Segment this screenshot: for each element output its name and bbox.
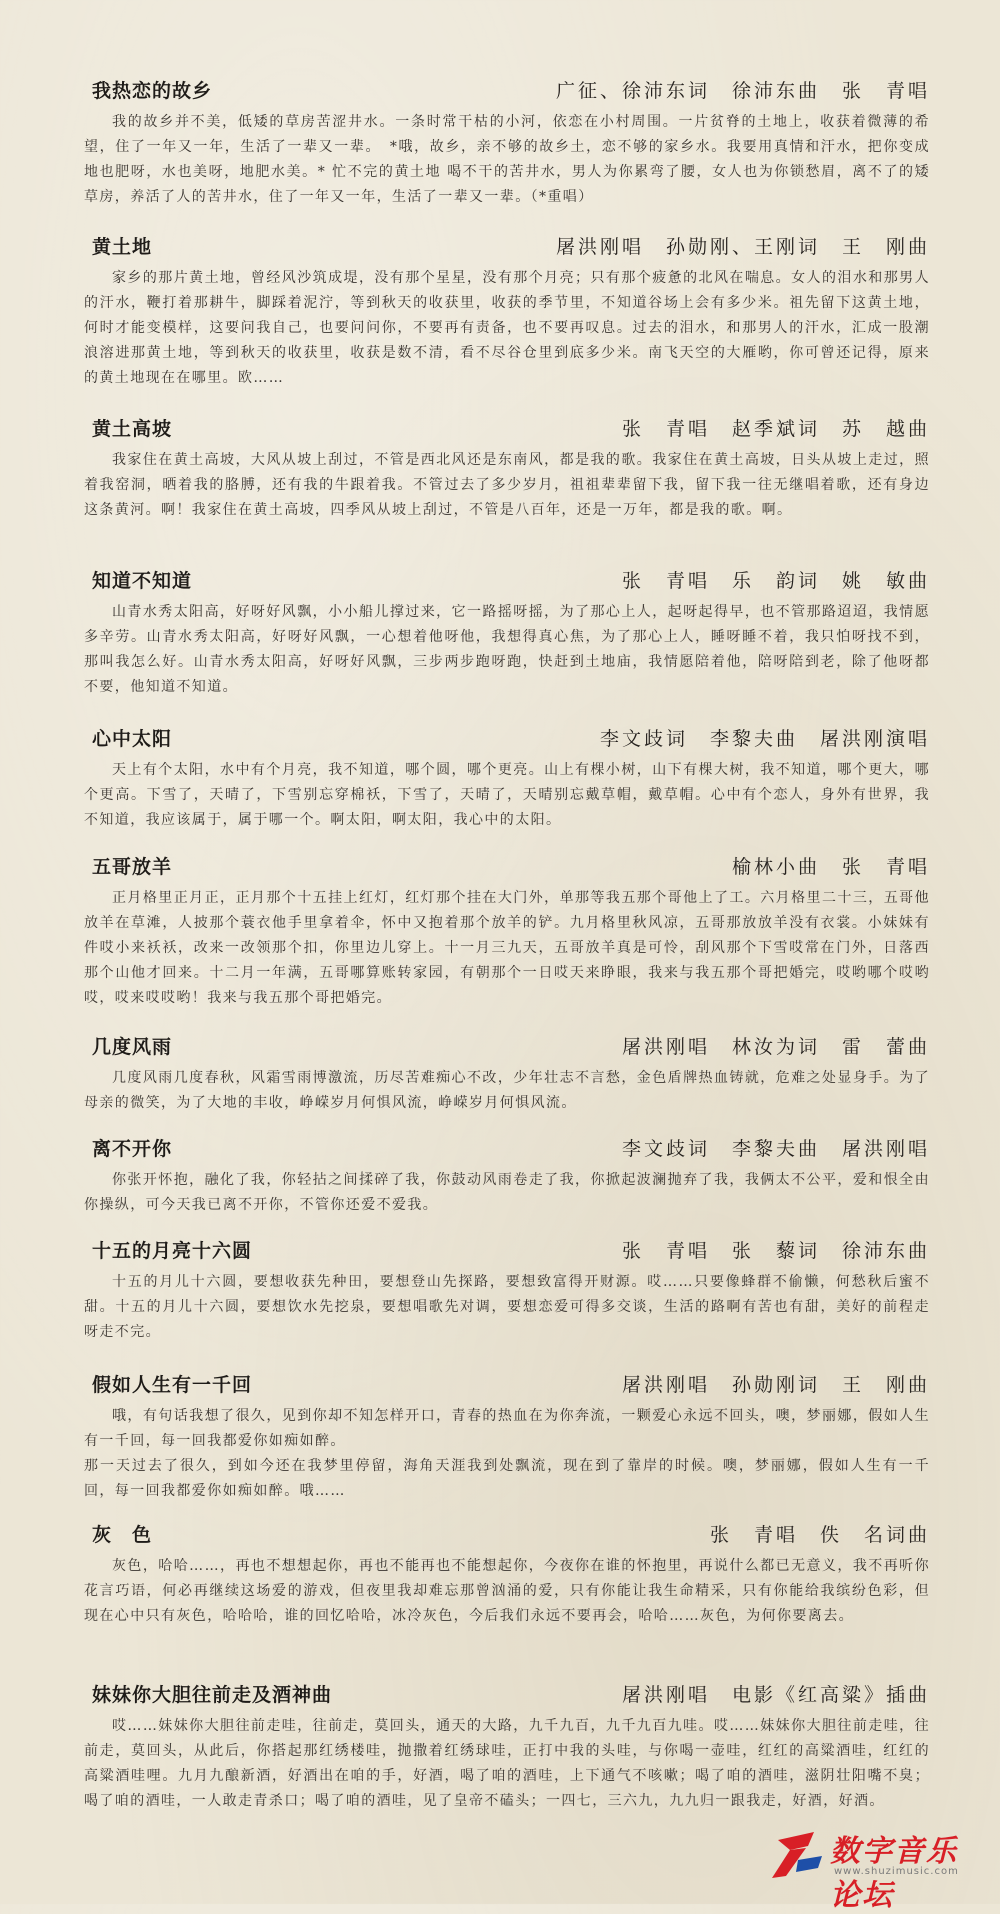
music-note-icon (768, 1826, 826, 1884)
song-block (84, 76, 930, 210)
site-logo (768, 1822, 988, 1913)
song-lyrics: 山青水秀太阳高，好呀好风飘，小小船儿撑过来，它一路摇呀摇，为了那心上人，起呀起得早，也不管那路迢迢，我情愿多辛劳。山青水秀太阳高，好呀好风飘，一心想着他呀他，我想得真心焦，为了那心上人，睡呀睡不着，我只怕呀找不到，那叫我怎么好。山青水秀太阳高，好呀好风飘，三步两步跑呀跑，快赶到土地庙，我情愿陪着他，陪呀陪到老，除了他呀都不要，他知道不知道。 (84, 604, 930, 695)
song-title: 知道不知道 (92, 570, 193, 592)
song-title: 妹妹你大胆往前走及酒神曲 (92, 1684, 333, 1706)
song-lyrics: 天上有个太阳，水中有个月亮，我不知道，哪个圆，哪个更亮。山上有棵小树，山下有棵大树，我不知道，哪个更大，哪个更高。下雪了，天晴了，下雪别忘穿棉袄，下雪了，天晴了，天晴别忘戴草帽，戴草帽。心中有个恋人，身外有世界，我不知道，我应该属于，属于哪一个。啊太阳，啊太阳，我心中的太阳。 (84, 762, 930, 828)
song-block (84, 414, 930, 523)
song-credit: 屠洪刚唱 电影《红高粱》插曲 (621, 1684, 930, 1706)
song-block (84, 1134, 930, 1218)
song-lyrics: 几度风雨几度春秋，风霜雪雨博激流，历尽苦难痴心不改，少年壮志不言愁，金色盾牌热血铸就，危难之处显身手。为了母亲的微笑，为了大地的丰收，峥嵘岁月何惧风流，峥嵘岁月何惧风流。 (84, 1070, 930, 1111)
logo-text: 数字音乐论坛 (830, 1834, 958, 1913)
song-credit: 屠洪刚唱 孙勋刚、王刚词 王 刚曲 (555, 236, 930, 258)
song-title: 十五的月亮十六圆 (92, 1240, 253, 1262)
song-lyrics: 哦，有句话我想了很久，见到你却不知怎样开口，青春的热血在为你奔流，一颗爱心永远不回头，噢，梦丽娜，假如人生有一千回，每一回我都爱你如痴如醉。 那一天过去了很久，到如今还在我梦里停留，海角天涯我到处飘流，现在到了靠岸的时候。噢，梦丽娜，假如人生有一千回，每一回我都爱你如痴如醉。哦…… (84, 1408, 930, 1499)
song-block (84, 1032, 930, 1116)
song-title: 心中太阳 (92, 728, 173, 750)
song-lyrics: 我的故乡并不美，低矮的草房苦涩井水。一条时常干枯的小河，依恋在小村周围。一片贫脊的土地上，收获着微薄的希望，住了一年又一年，生活了一辈又一辈。 *哦，故乡，亲不够的故乡土，恋不够的家乡水。我要用真情和汗水，把你变成地也肥呀，水也美呀，地肥水美。* 忙不完的黄土地 喝不干的苦井水，男人为你累弯了腰，女人也为你锁愁眉，离不了的矮草房，养活了人的苦井水，住了一年又一年，生活了一辈又一辈。（*重唱） (84, 114, 930, 205)
song-credit: 张 青唱 乐 韵词 姚 敏曲 (621, 570, 930, 592)
song-title: 离不开你 (92, 1138, 173, 1160)
song-lyrics: 哎……妹妹你大胆往前走哇，往前走，莫回头，通天的大路，九千九百，九千九百九哇。哎……妹妹你大胆往前走哇，往前走，莫回头，从此后，你搭起那红绣楼哇，抛撒着红绣球哇，正打中我的头哇，与你喝一壶哇，红红的高粱酒哇，红红的高粱酒哇哩。九月九酿新酒，好酒出在咱的手，好酒，喝了咱的酒哇，上下通气不咳嗽；喝了咱的酒哇，滋阴壮阳嘴不臭；喝了咱的酒哇，一人敢走青杀口；喝了咱的酒哇，见了皇帝不磕头；一四七，三六九，九九归一跟我走，好酒，好酒。 (84, 1718, 930, 1809)
song-block (84, 1236, 930, 1345)
song-title: 黄土高坡 (92, 418, 173, 440)
song-credit: 屠洪刚唱 孙勋刚词 王 刚曲 (621, 1374, 930, 1396)
song-title: 灰 色 (92, 1524, 153, 1546)
song-title: 我热恋的故乡 (92, 80, 213, 102)
song-title: 几度风雨 (92, 1036, 173, 1058)
song-credit: 屠洪刚唱 林汝为词 雷 蕾曲 (621, 1036, 930, 1058)
song-credit: 榆林小曲 张 青唱 (731, 856, 930, 878)
song-lyrics: 正月格里正月正，正月那个十五挂上红灯，红灯那个挂在大门外，单那等我五那个哥他上了工。六月格里二十三，五哥他放羊在草滩，人披那个蓑衣他手里拿着伞，怀中又抱着那个放羊的铲。九月格里秋风凉，五哥那放放羊没有衣裳。小妹妹有件哎小来袄袄，改来一改领那个扣，你里边儿穿上。十一月三九天，五哥放羊真是可怜，刮风那个下雪哎常在门外，日落西那个山他才回来。十二月一年满，五哥哪算账转家园，有朝那个一日哎天来睁眼，我来与我五那个哥把婚完，哎哟哪个哎哟哎，哎来哎哎哟！我来与我五那个哥把婚完。 (84, 890, 930, 1006)
song-lyrics: 我家住在黄土高坡，大风从坡上刮过，不管是西北风还是东南风，都是我的歌。我家住在黄土高坡，日头从坡上走过，照着我窑洞，晒着我的胳膊，还有我的牛跟着我。不管过去了多少岁月，祖祖辈辈留下我，留下我一往无继唱着歌，还有身边这条黄河。啊！我家住在黄土高坡，四季风从坡上刮过，不管是八百年，还是一万年，都是我的歌。啊。 (84, 452, 930, 518)
song-credit: 李文歧词 李黎夫曲 屠洪刚演唱 (599, 728, 930, 750)
song-credit: 张 青唱 赵季斌词 苏 越曲 (621, 418, 930, 440)
song-credit: 李文歧词 李黎夫曲 屠洪刚唱 (621, 1138, 930, 1160)
song-lyrics: 灰色，哈哈……，再也不想想起你，再也不能再也不能想起你，今夜你在谁的怀抱里，再说什么都已无意义，我不再听你花言巧语，何必再继续这场爱的游戏，但夜里我却难忘那曾汹涌的爱，只有你能让我生命精采，只有你能给我缤纷色彩，但现在心中只有灰色，哈哈哈，谁的回忆哈哈，冰冷灰色，今后我们永远不要再会，哈哈……灰色，为何你要离去。 (84, 1558, 930, 1624)
logo-url: www.shuzimusic.com (834, 1866, 959, 1877)
song-lyrics: 家乡的那片黄土地，曾经风沙筑成堤，没有那个星星，没有那个月亮；只有那个疲惫的北风在喘息。女人的泪水和那男人的汗水，鞭打着那耕牛，脚踩着泥泞，等到秋天的收获里，收获的季节里，不知道谷场上会有多少米。祖先留下这黄土地，何时才能变模样，这要问我自己，也要问问你，不要再有责备，也不要再叹息。过去的泪水，和那男人的汗水，汇成一股潮浪溶进那黄土地，等到秋天的收获里，收获是数不清，看不尽谷仓里到底多少米。南飞天空的大雁哟，你可曾还记得，原来的黄土地现在在哪里。欧…… (84, 270, 930, 386)
song-lyrics: 你张开怀抱，融化了我，你轻拈之间揉碎了我，你鼓动风雨卷走了我，你掀起波澜抛弃了我，我俩太不公平，爱和恨全由你操纵，可今天我已离不开你，不管你还爱不爱我。 (84, 1172, 930, 1213)
song-block (84, 724, 930, 833)
song-credit: 张 青唱 张 藜词 徐沛东曲 (621, 1240, 930, 1262)
song-title: 假如人生有一千回 (92, 1374, 253, 1396)
song-block (84, 232, 930, 391)
song-title: 黄土地 (92, 236, 153, 258)
song-block (84, 852, 930, 1011)
song-credit: 广征、徐沛东词 徐沛东曲 张 青唱 (555, 80, 930, 102)
song-block (84, 1370, 930, 1504)
song-block (84, 1680, 930, 1814)
song-credit: 张 青唱 佚 名词曲 (709, 1524, 930, 1546)
song-block (84, 1520, 930, 1629)
song-title: 五哥放羊 (92, 856, 173, 878)
song-lyrics: 十五的月儿十六圆，要想收获先种田，要想登山先探路，要想致富得开财源。哎……只要像蜂群不偷懒，何愁秋后蜜不甜。十五的月儿十六圆，要想饮水先挖泉，要想唱歌先对调，要想恋爱可得多交谈，生活的路啊有苦也有甜，美好的前程走呀走不完。 (84, 1274, 930, 1340)
song-block (84, 566, 930, 700)
